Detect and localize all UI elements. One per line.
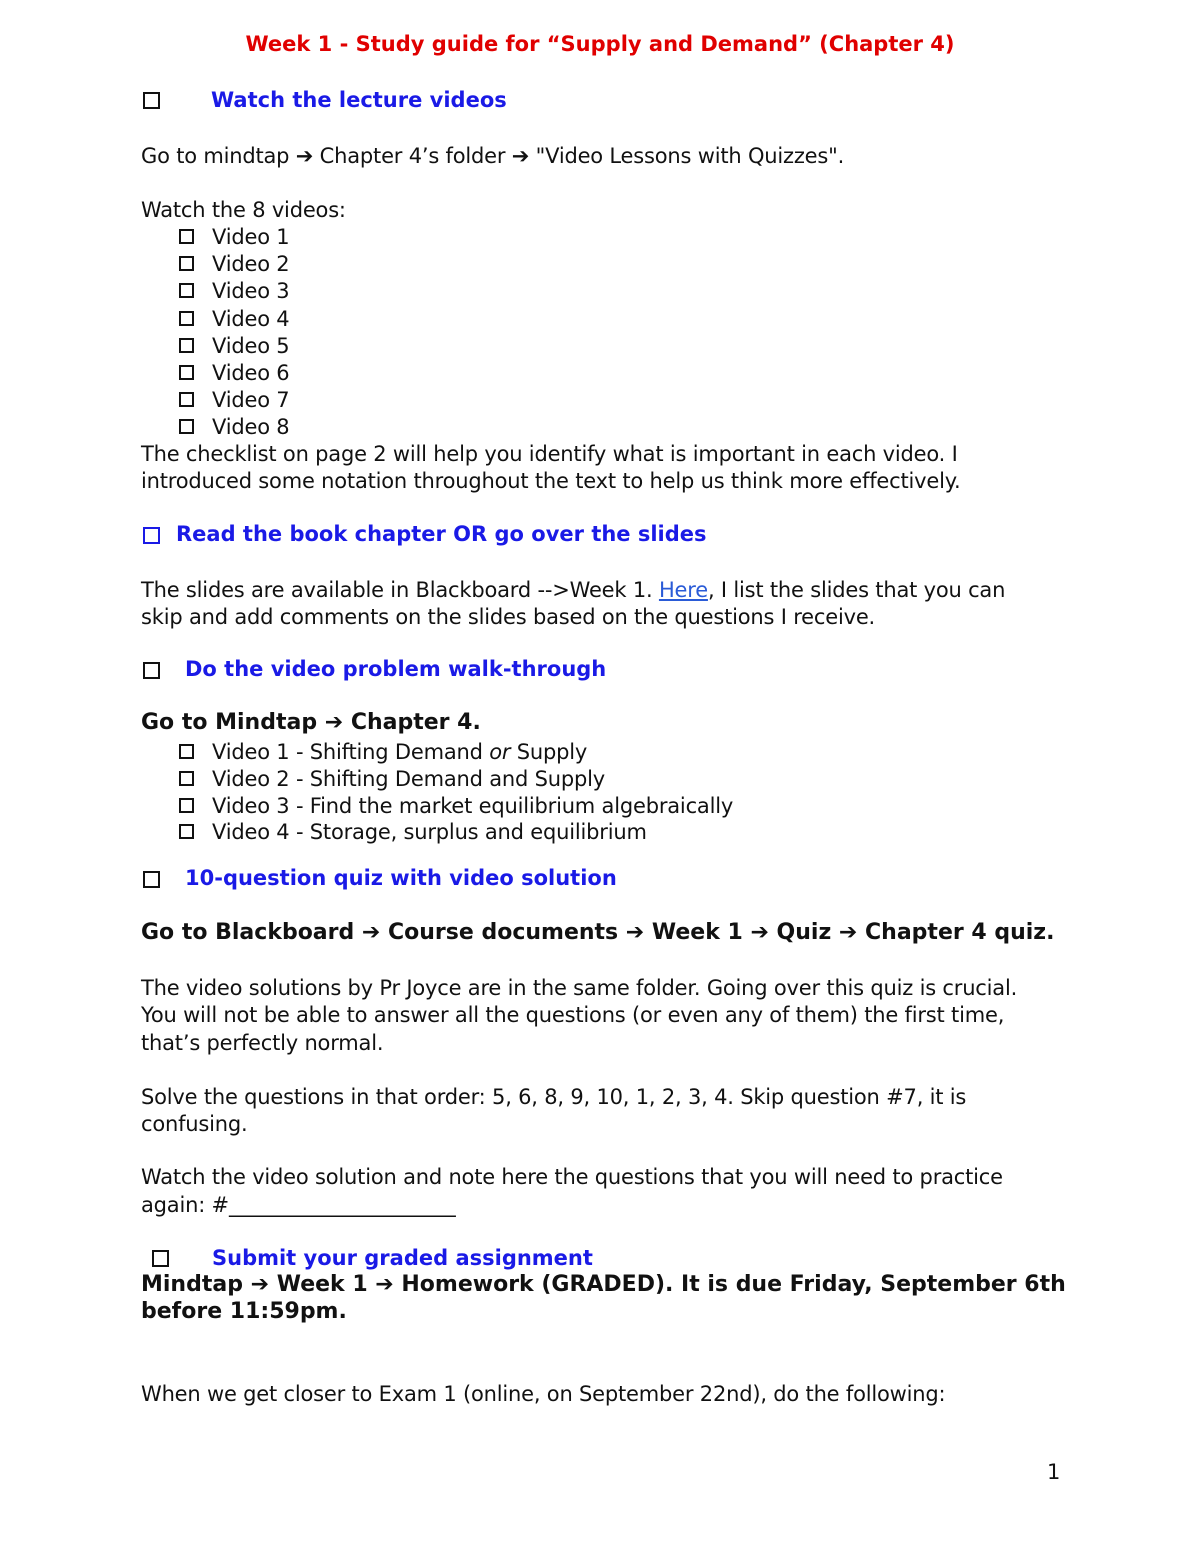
homework-due-line-1: Mindtap ➔ Week 1 ➔ Homework (GRADED). It is due Friday, September 6th xyxy=(141,1272,1066,1297)
walkthrough-checkbox[interactable] xyxy=(179,744,194,759)
walkthrough-item-label xyxy=(212,819,647,846)
video-item-label: Video 8 xyxy=(212,415,290,439)
section-heading-submit: Submit your graded assignment xyxy=(212,1246,593,1270)
video-checkbox[interactable] xyxy=(179,283,194,298)
walkthrough-checkbox[interactable] xyxy=(179,798,194,813)
section-heading-read-chapter: Read the book chapter OR go over the slides xyxy=(176,522,707,546)
walkthrough-item-text: Video 2 - Shifting Demand and Supply xyxy=(212,767,605,791)
video-checkbox[interactable] xyxy=(179,338,194,353)
here-link[interactable]: Here xyxy=(658,578,708,602)
quiz-para3-line2: again: #______________________ xyxy=(141,1193,456,1217)
video-checkbox[interactable] xyxy=(179,256,194,271)
quiz-para1-line3: that’s perfectly normal. xyxy=(141,1031,384,1055)
video-checkbox[interactable] xyxy=(179,392,194,407)
walkthrough-item-label xyxy=(212,793,733,820)
video-item-label: Video 2 xyxy=(212,252,290,276)
quiz-nav-line: Go to Blackboard ➔ Course documents ➔ Week 1 ➔ Quiz ➔ Chapter 4 quiz. xyxy=(141,920,1055,945)
quiz-para1-line1: The video solutions by Pr Joyce are in the same folder. Going over this quiz is crucial. xyxy=(141,976,1018,1000)
video-checkbox[interactable] xyxy=(179,365,194,380)
mindtap-nav-line: Go to mindtap ➔ Chapter 4’s folder ➔ "Video Lessons with Quizzes". xyxy=(141,144,845,168)
watch-videos-intro: Watch the 8 videos: xyxy=(141,198,346,222)
homework-due-line-2: before 11:59pm. xyxy=(141,1299,347,1324)
walkthrough-checkbox[interactable] xyxy=(179,824,194,839)
walkthrough-item-text: Video 4 - Storage, surplus and equilibrium xyxy=(212,820,647,844)
checkbox-video-walkthrough[interactable] xyxy=(143,662,160,679)
walkthrough-item-text: Video 3 - Find the market equilibrium algebraically xyxy=(212,794,734,818)
slides-text-before-link: The slides are available in Blackboard -->Week 1. xyxy=(141,578,659,602)
video-item-label: Video 1 xyxy=(212,225,290,249)
checklist-note-line-2: introduced some notation throughout the text to help us think more effectively. xyxy=(141,469,961,493)
quiz-para1-line2: You will not be able to answer all the questions (or even any of them) the first time, xyxy=(141,1003,1005,1027)
page-title: Week 1 - Study guide for “Supply and Demand” (Chapter 4) xyxy=(245,32,955,56)
walkthrough-item-italic: or xyxy=(489,740,511,764)
video-item-label: Video 7 xyxy=(212,388,290,412)
quiz-para2-line1: Solve the questions in that order: 5, 6, 8, 9, 10, 1, 2, 3, 4. Skip question #7, it is xyxy=(141,1085,967,1109)
video-checkbox[interactable] xyxy=(179,311,194,326)
page-number: 1 xyxy=(1047,1460,1061,1484)
checkbox-submit-assignment[interactable] xyxy=(152,1250,169,1267)
checkbox-watch-lecture-videos[interactable] xyxy=(143,92,160,109)
video-item-label: Video 4 xyxy=(212,307,290,331)
video-item-label: Video 6 xyxy=(212,361,290,385)
video-checkbox[interactable] xyxy=(179,229,194,244)
video-checkbox[interactable] xyxy=(179,419,194,434)
walkthrough-item-label xyxy=(212,739,587,766)
walkthrough-nav-line: Go to Mindtap ➔ Chapter 4. xyxy=(141,710,481,735)
slides-availability-line-1 xyxy=(141,577,1005,604)
checkbox-quiz[interactable] xyxy=(143,871,160,888)
slides-text-after-link: , I list the slides that you can xyxy=(707,578,1006,602)
checkbox-read-book-chapter[interactable] xyxy=(143,527,160,544)
walkthrough-checkbox[interactable] xyxy=(179,771,194,786)
exam-closing-line: When we get closer to Exam 1 (online, on September 22nd), do the following: xyxy=(141,1382,946,1406)
checklist-note-line-1: The checklist on page 2 will help you identify what is important in each video. I xyxy=(141,442,958,466)
walkthrough-item-text-after: Supply xyxy=(510,740,588,764)
walkthrough-item-text: Video 1 - Shifting Demand xyxy=(212,740,490,764)
video-item-label: Video 3 xyxy=(212,279,290,303)
slides-availability-line-2: skip and add comments on the slides based on the questions I receive. xyxy=(141,605,876,629)
walkthrough-item-label xyxy=(212,766,605,793)
section-heading-walkthrough: Do the video problem walk-through xyxy=(185,657,607,681)
section-heading-quiz: 10-question quiz with video solution xyxy=(185,866,617,890)
video-item-label: Video 5 xyxy=(212,334,290,358)
quiz-para2-line2: confusing. xyxy=(141,1112,248,1136)
section-heading-watch-videos: Watch the lecture videos xyxy=(211,88,507,112)
quiz-para3-line1: Watch the video solution and note here the questions that you will need to practice xyxy=(141,1165,1003,1189)
